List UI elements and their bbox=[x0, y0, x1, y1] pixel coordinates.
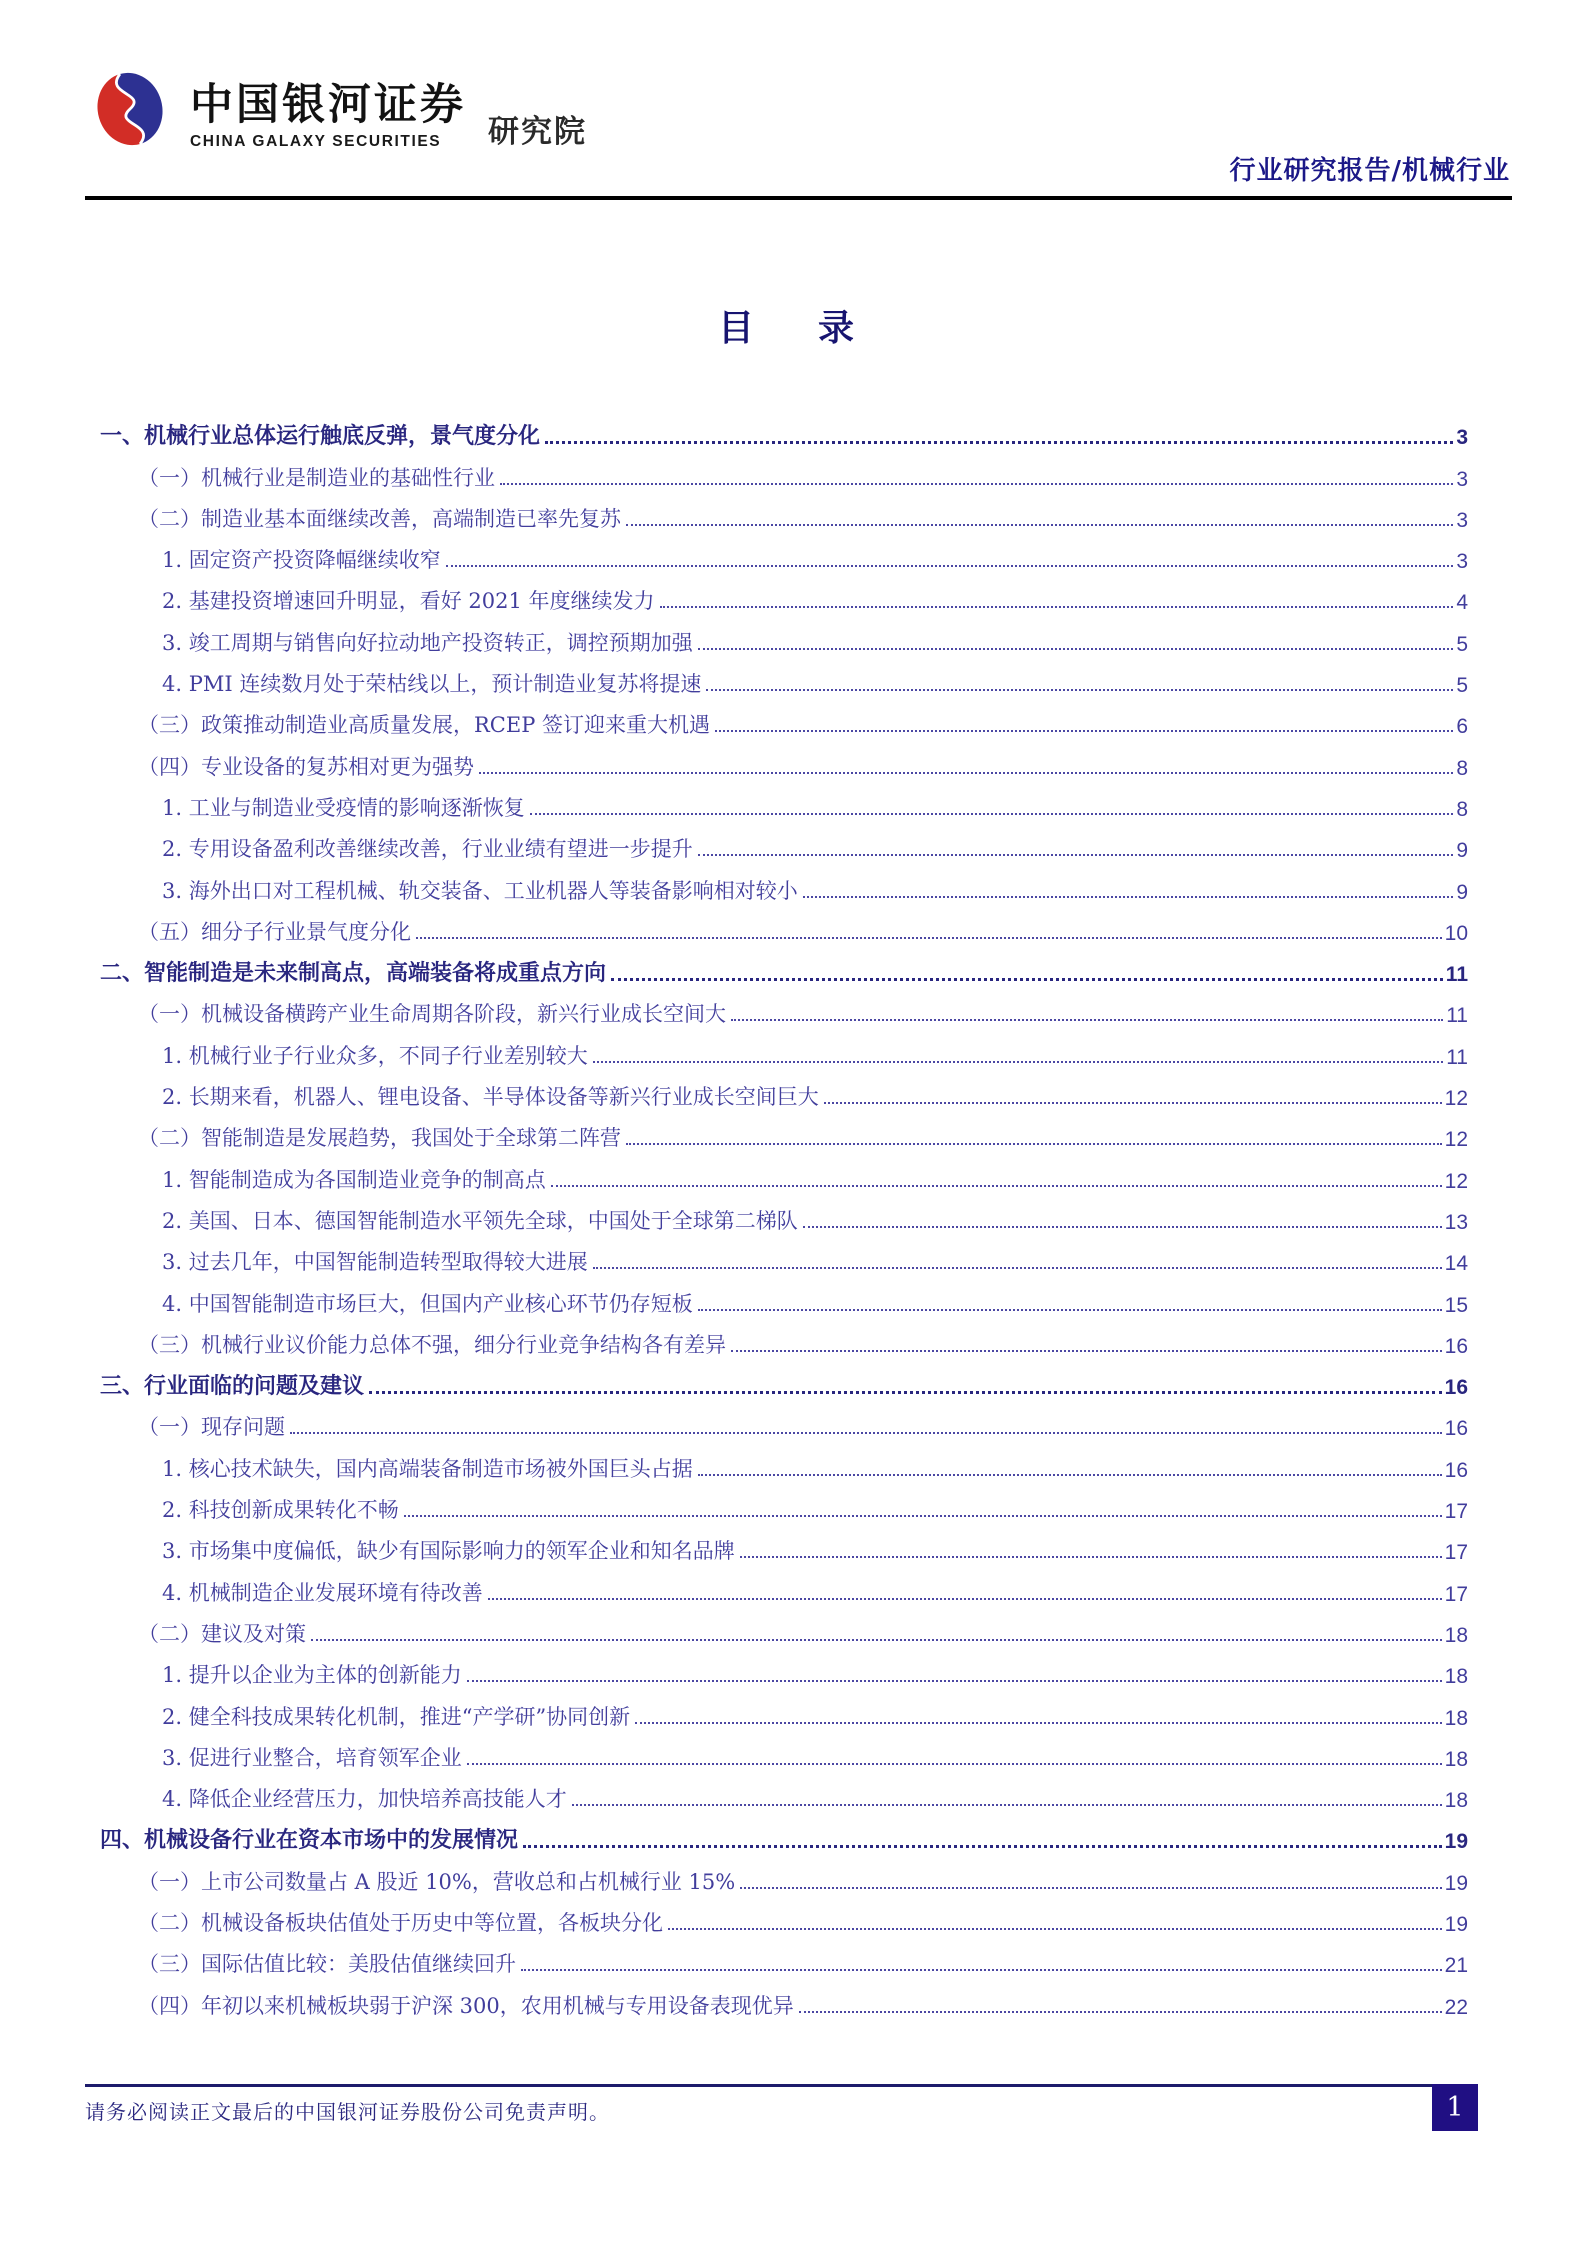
toc-entry-text: 2. 健全科技成果转化机制，推进“产学研”协同创新 bbox=[162, 1704, 631, 1729]
toc-page-number: 18 bbox=[1444, 1789, 1468, 1813]
toc-page-number: 14 bbox=[1444, 1252, 1468, 1276]
toc-entry-text: 1. 提升以企业为主体的创新能力 bbox=[162, 1663, 462, 1688]
dot-leader bbox=[740, 1556, 1442, 1558]
toc-page-number: 21 bbox=[1444, 1954, 1468, 1978]
dot-leader bbox=[572, 1804, 1442, 1806]
toc-title: 目 录 bbox=[717, 307, 868, 349]
toc-entry[interactable] bbox=[100, 615, 1468, 656]
toc-entry-text: 3. 促进行业整合，培育领军企业 bbox=[162, 1745, 462, 1770]
company-name-cn: 中国银河证券 bbox=[190, 81, 466, 129]
dot-leader bbox=[369, 1391, 1442, 1394]
toc-page-number: 18 bbox=[1444, 1747, 1468, 1771]
toc-page-number: 18 bbox=[1444, 1665, 1468, 1689]
galaxy-swirl-icon bbox=[88, 50, 172, 168]
toc-entry[interactable] bbox=[100, 863, 1468, 904]
toc-entry-text: 3. 市场集中度偏低，缺少有国际影响力的领军企业和知名品牌 bbox=[162, 1539, 735, 1564]
toc-entry-text: （二）制造业基本面继续改善，高端制造已率先复苏 bbox=[138, 506, 621, 531]
dot-leader bbox=[626, 1143, 1442, 1145]
toc-page-number: 13 bbox=[1444, 1210, 1468, 1234]
toc-entry-text: （二）智能制造是发展趋势，我国处于全球第二阵营 bbox=[138, 1126, 621, 1151]
dot-leader bbox=[290, 1432, 1442, 1434]
company-name-block bbox=[190, 50, 466, 151]
toc-entry[interactable] bbox=[100, 1400, 1468, 1441]
toc-entry[interactable] bbox=[100, 698, 1468, 739]
dot-leader bbox=[698, 854, 1454, 856]
toc-page-number: 18 bbox=[1444, 1706, 1468, 1730]
dot-leader bbox=[611, 978, 1443, 981]
toc-page-number: 16 bbox=[1444, 1334, 1468, 1358]
toc-entry-text: 4. 降低企业经营压力，加快培养高技能人才 bbox=[162, 1787, 567, 1812]
toc-entry-text: 4. PMI 连续数月处于荣枯线以上，预计制造业复苏将提速 bbox=[162, 672, 702, 697]
toc-page-number: 8 bbox=[1456, 797, 1468, 821]
dot-leader bbox=[521, 1969, 1442, 1971]
page-number-badge: 1 bbox=[1432, 2084, 1478, 2131]
toc-entry-text: 1. 固定资产投资降幅继续收窄 bbox=[162, 548, 441, 573]
toc-entry[interactable] bbox=[100, 905, 1468, 946]
toc-entry[interactable] bbox=[100, 450, 1468, 491]
dot-leader bbox=[626, 524, 1453, 526]
toc-entry[interactable] bbox=[100, 1772, 1468, 1813]
dot-leader bbox=[530, 813, 1454, 815]
toc-page-number: 3 bbox=[1456, 550, 1468, 574]
toc-entry-text: 1. 智能制造成为各国制造业竞争的制高点 bbox=[162, 1167, 546, 1192]
toc-page-number: 3 bbox=[1456, 426, 1468, 450]
company-logo bbox=[88, 50, 587, 168]
dot-leader bbox=[799, 2011, 1442, 2013]
toc-page-number: 16 bbox=[1444, 1458, 1468, 1482]
dot-leader bbox=[500, 483, 1453, 485]
toc-page-number: 17 bbox=[1444, 1500, 1468, 1524]
toc-entry-text: 二、智能制造是未来制高点，高端装备将成重点方向 bbox=[100, 960, 607, 987]
dot-leader bbox=[715, 730, 1453, 732]
toc-entry[interactable] bbox=[100, 1813, 1468, 1854]
dot-leader bbox=[706, 689, 1453, 691]
toc-page-number: 5 bbox=[1456, 674, 1468, 698]
toc-entry-text: 4. 中国智能制造市场巨大，但国内产业核心环节仍存短板 bbox=[162, 1291, 693, 1316]
toc-entry-text: （一）现存问题 bbox=[138, 1415, 285, 1440]
dot-leader bbox=[551, 1185, 1442, 1187]
toc-page-number: 9 bbox=[1456, 880, 1468, 904]
dot-leader bbox=[698, 1309, 1442, 1311]
toc-entry[interactable] bbox=[100, 739, 1468, 780]
toc-entry[interactable] bbox=[100, 1854, 1468, 1895]
toc-page-number: 11 bbox=[1445, 963, 1468, 987]
toc-entry[interactable] bbox=[100, 1441, 1468, 1482]
toc-entry-text: （三）国际估值比较：美股估值继续回升 bbox=[138, 1952, 516, 1977]
toc-entry-text: （五）细分子行业景气度分化 bbox=[138, 919, 411, 944]
toc-entry[interactable] bbox=[100, 1194, 1468, 1235]
toc-page-number: 15 bbox=[1444, 1293, 1468, 1317]
dot-leader bbox=[731, 1350, 1442, 1352]
toc-entry-text: 3. 竣工周期与销售向好拉动地产投资转正，调控预期加强 bbox=[162, 630, 693, 655]
toc-page-number: 19 bbox=[1444, 1912, 1468, 1936]
toc-entry[interactable] bbox=[100, 781, 1468, 822]
toc-entry[interactable] bbox=[100, 1978, 1468, 2019]
toc-entry-text: 1. 核心技术缺失，国内高端装备制造市场被外国巨头占据 bbox=[162, 1456, 693, 1481]
toc-entry-text: 1. 工业与制造业受疫情的影响逐渐恢复 bbox=[162, 795, 525, 820]
dot-leader bbox=[803, 896, 1454, 898]
toc-entry-text: （三）机械行业议价能力总体不强，细分行业竞争结构各有差异 bbox=[138, 1332, 726, 1357]
toc-entry[interactable] bbox=[100, 1565, 1468, 1606]
company-name-en: CHINA GALAXY SECURITIES bbox=[190, 133, 442, 150]
toc-page-number: 18 bbox=[1444, 1623, 1468, 1647]
footer-divider bbox=[85, 2084, 1432, 2087]
footer-disclaimer: 请务必阅读正文最后的中国银河证券股份公司免责声明。 bbox=[85, 2100, 610, 2124]
toc-entry[interactable] bbox=[100, 1359, 1468, 1400]
dot-leader bbox=[698, 648, 1454, 650]
toc-page-number: 4 bbox=[1456, 591, 1468, 615]
toc-entry-text: 三、行业面临的问题及建议 bbox=[100, 1373, 365, 1400]
toc-entry-text: （四）年初以来机械板块弱于沪深 300，农用机械与专用设备表现优异 bbox=[138, 1993, 794, 2018]
toc-page-number: 12 bbox=[1444, 1087, 1468, 1111]
toc-entry[interactable] bbox=[100, 409, 1468, 450]
toc-entry-text: 四、机械设备行业在资本市场中的发展情况 bbox=[100, 1827, 519, 1854]
toc-page-number: 11 bbox=[1446, 1045, 1468, 1069]
toc-entry-text: 2. 专用设备盈利改善继续改善，行业业绩有望进一步提升 bbox=[162, 837, 693, 862]
toc-entry[interactable] bbox=[100, 1896, 1468, 1937]
toc-entry[interactable] bbox=[100, 574, 1468, 615]
toc-entry-text: 2. 基建投资增速回升明显，看好 2021 年度继续发力 bbox=[162, 589, 655, 614]
dot-leader bbox=[311, 1639, 1442, 1641]
toc-entry[interactable] bbox=[100, 1235, 1468, 1276]
dot-leader bbox=[467, 1763, 1442, 1765]
toc-page-number: 12 bbox=[1444, 1169, 1468, 1193]
toc-entry[interactable] bbox=[100, 1648, 1468, 1689]
research-institute-label: 研究院 bbox=[488, 114, 587, 149]
dot-leader bbox=[803, 1226, 1442, 1228]
dot-leader bbox=[488, 1598, 1442, 1600]
toc-entry-text: （一）机械设备横跨产业生命周期各阶段，新兴行业成长空间大 bbox=[138, 1002, 726, 1027]
toc-page-number: 10 bbox=[1444, 921, 1468, 945]
toc-entry-text: （一）上市公司数量占 A 股近 10%，营收总和占机械行业 15% bbox=[138, 1869, 736, 1894]
toc-entry-text: 2. 美国、日本、德国智能制造水平领先全球，中国处于全球第二梯队 bbox=[162, 1208, 798, 1233]
toc-entry-text: （二）建议及对策 bbox=[138, 1621, 306, 1646]
toc-entry[interactable] bbox=[100, 1028, 1468, 1069]
toc-entry-text: （二）机械设备板块估值处于历史中等位置，各板块分化 bbox=[138, 1910, 663, 1935]
toc-entry[interactable] bbox=[100, 822, 1468, 863]
toc-entry-text: 2. 科技创新成果转化不畅 bbox=[162, 1498, 399, 1523]
toc-entry-text: 4. 机械制造企业发展环境有待改善 bbox=[162, 1580, 483, 1605]
toc-page-number: 19 bbox=[1444, 1830, 1468, 1854]
toc-entry[interactable] bbox=[100, 946, 1468, 987]
dot-leader bbox=[593, 1061, 1443, 1063]
toc-page-number: 9 bbox=[1456, 839, 1468, 863]
toc-entry[interactable] bbox=[100, 1276, 1468, 1317]
dot-leader bbox=[416, 937, 1442, 939]
toc-entry[interactable] bbox=[100, 1731, 1468, 1772]
toc-page-number: 19 bbox=[1444, 1871, 1468, 1895]
report-category-label: 行业研究报告/机械行业 bbox=[1229, 156, 1510, 186]
toc-entry-text: 一、机械行业总体运行触底反弹，景气度分化 bbox=[100, 423, 541, 450]
toc-entry-text: （一）机械行业是制造业的基础性行业 bbox=[138, 465, 495, 490]
dot-leader bbox=[740, 1887, 1441, 1889]
toc-entry[interactable] bbox=[100, 987, 1468, 1028]
dot-leader bbox=[545, 441, 1453, 444]
toc-page-number: 3 bbox=[1456, 508, 1468, 532]
toc-entry[interactable] bbox=[100, 1483, 1468, 1524]
dot-leader bbox=[731, 1019, 1443, 1021]
toc-page-number: 11 bbox=[1446, 1004, 1468, 1028]
toc-page-number: 16 bbox=[1444, 1417, 1468, 1441]
toc-page-number: 8 bbox=[1456, 756, 1468, 780]
toc-entry-text: 3. 海外出口对工程机械、轨交装备、工业机器人等装备影响相对较小 bbox=[162, 878, 798, 903]
toc-entry[interactable] bbox=[100, 1607, 1468, 1648]
toc-entry[interactable] bbox=[100, 492, 1468, 533]
toc-page-number: 6 bbox=[1456, 715, 1468, 739]
dot-leader bbox=[404, 1515, 1442, 1517]
header-divider bbox=[85, 196, 1512, 200]
dot-leader bbox=[446, 565, 1454, 567]
toc-entry-text: （四）专业设备的复苏相对更为强势 bbox=[138, 754, 474, 779]
dot-leader bbox=[635, 1722, 1441, 1724]
dot-leader bbox=[523, 1845, 1442, 1848]
toc-page-number: 17 bbox=[1444, 1582, 1468, 1606]
toc-entry[interactable] bbox=[100, 1152, 1468, 1193]
toc-entry[interactable] bbox=[100, 533, 1468, 574]
toc-page-number: 12 bbox=[1444, 1128, 1468, 1152]
dot-leader bbox=[593, 1267, 1442, 1269]
toc-page-number: 5 bbox=[1456, 632, 1468, 656]
toc-entry[interactable] bbox=[100, 1111, 1468, 1152]
toc-entry[interactable] bbox=[100, 657, 1468, 698]
toc-entry-text: （三）政策推动制造业高质量发展，RCEP 签订迎来重大机遇 bbox=[138, 713, 711, 738]
toc-entry-text: 1. 机械行业子行业众多，不同子行业差别较大 bbox=[162, 1043, 588, 1068]
dot-leader bbox=[467, 1680, 1442, 1682]
toc-entry-text: 3. 过去几年，中国智能制造转型取得较大进展 bbox=[162, 1250, 588, 1275]
toc-page-number: 16 bbox=[1444, 1376, 1468, 1400]
dot-leader bbox=[668, 1928, 1442, 1930]
toc-entry-text: 2. 长期来看，机器人、锂电设备、半导体设备等新兴行业成长空间巨大 bbox=[162, 1085, 819, 1110]
toc-page-number: 17 bbox=[1444, 1541, 1468, 1565]
toc-entry[interactable] bbox=[100, 1689, 1468, 1730]
toc-entry[interactable] bbox=[100, 1524, 1468, 1565]
toc-list bbox=[100, 409, 1468, 2020]
dot-leader bbox=[698, 1474, 1442, 1476]
toc-entry[interactable] bbox=[100, 1937, 1468, 1978]
toc-entry[interactable] bbox=[100, 1070, 1468, 1111]
dot-leader bbox=[824, 1102, 1442, 1104]
toc-entry[interactable] bbox=[100, 1318, 1468, 1359]
dot-leader bbox=[660, 606, 1454, 608]
toc-page-number: 22 bbox=[1444, 1995, 1468, 2019]
toc-page-number: 3 bbox=[1456, 467, 1468, 491]
dot-leader bbox=[479, 772, 1453, 774]
